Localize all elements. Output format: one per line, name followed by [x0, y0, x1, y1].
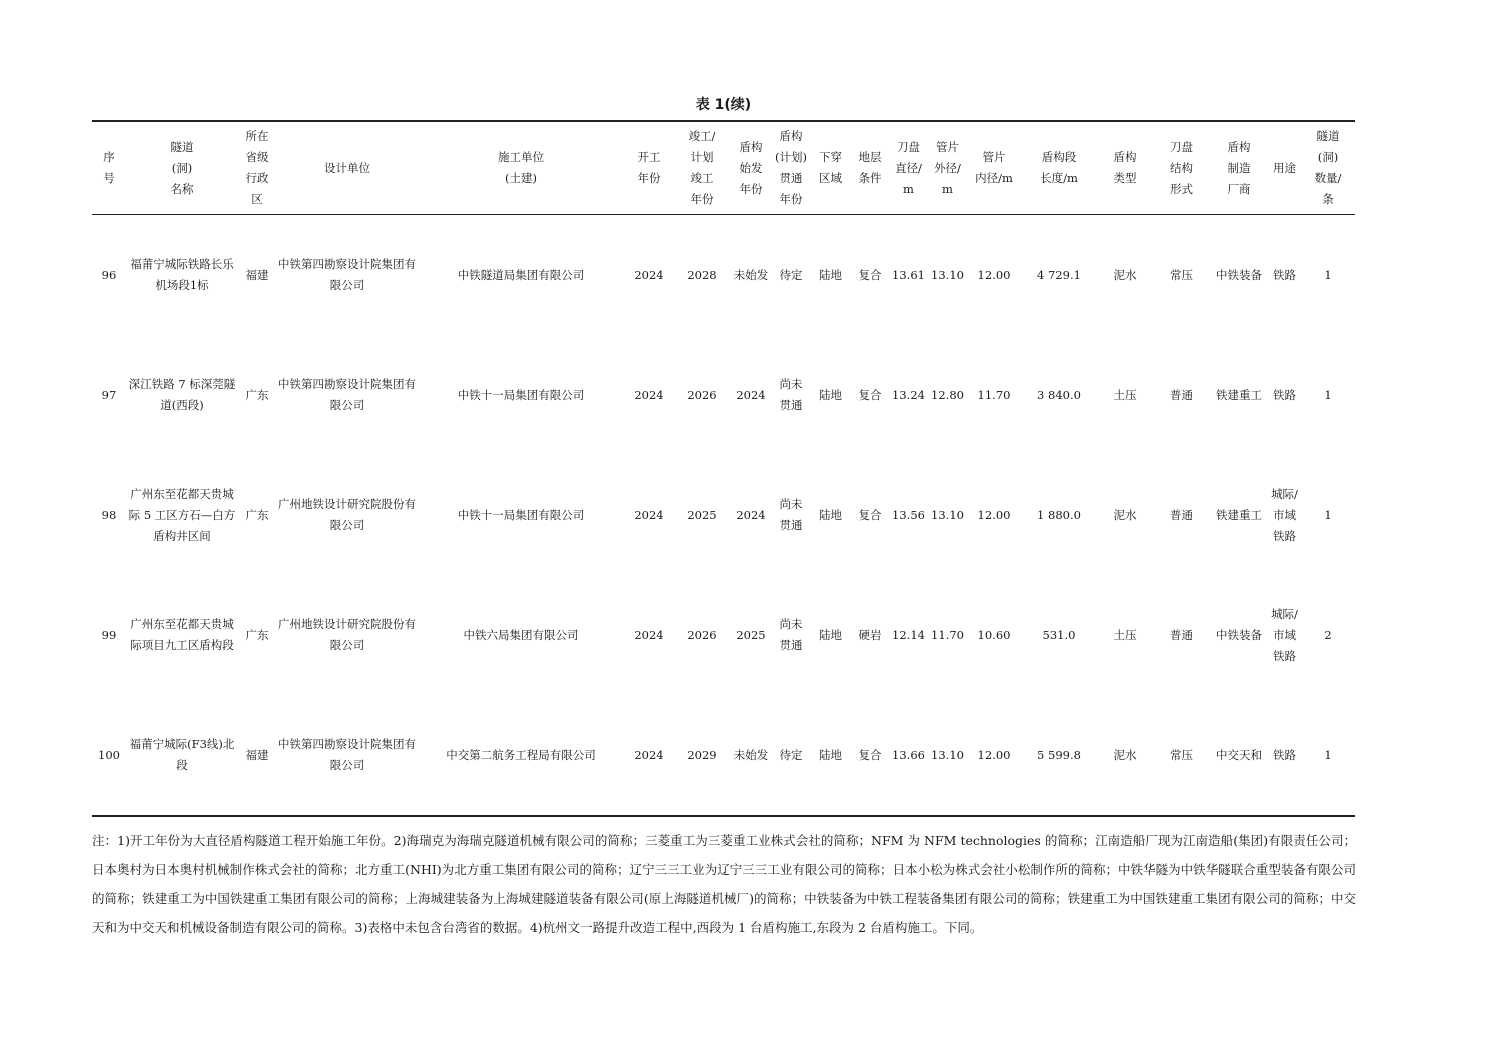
table-cell: 广州东至花都天贵城际 5 工区方石—白方盾构井区间: [128, 486, 236, 543]
table-cell: 普通: [1170, 627, 1193, 642]
table-cell: 广东: [245, 627, 269, 642]
table-cell: 铁路: [1273, 267, 1296, 282]
table-cell: 96: [101, 267, 117, 282]
table-header-row: [92, 121, 1355, 215]
table-cell: 广东: [245, 387, 269, 402]
table-cell: 13.10: [928, 695, 967, 816]
table-cell: 2029: [674, 695, 730, 816]
table-cell: 尚未贯通: [779, 617, 803, 652]
table-notes: 注：1)开工年份为大直径盾构隧道工程开始施工年份。2)海瑞克为海瑞克隧道机械有限公司的简称；三菱重工为三菱重工业株式会社的简称；NFM 为 NFM technologies 的简称；江南造船厂现为江南造船(集团)有限责任公司；日本奥村为日本奥村机械制作株式会社的简称；北方重工(NHI)为北方重工集团有限公司的简称；辽宁三三工业为辽宁三三工业有限公司的简称；日本小松为株式会社小松制作所的简称；中铁华隧为中铁华隧联合重型装备有限公司的简称；铁建重工为中国铁建重工集团有限公司的简称；上海城建装备为上海城建隧道装备有限公司(原上海隧道机械厂)的简称；中铁装备为中铁工程装备集团有限公司的简称；铁建重工为中国铁建重工集团有限公司的简称；中交天和为中交天和机械设备制造有限公司的简称。3)表格中未包含台湾省的数据。4)杭州文一路提升改造工程中,西段为 1 台盾构施工,东段为 2 台盾构施工。下同。: [92, 833, 1356, 935]
column-header: 盾构 (计划) 贯通 年份: [772, 121, 810, 215]
table-cell: 中铁第四勘察设计院集团有限公司: [278, 257, 416, 292]
table-cell: 10.60: [977, 627, 1011, 642]
table-cell: 铁建重工: [1216, 507, 1262, 522]
table-cell: 普通: [1170, 507, 1193, 522]
table-cell: 12.00: [967, 695, 1021, 816]
column-header: 竣工/ 计划 竣工 年份: [674, 121, 730, 215]
table-cell: 中铁隧道局集团有限公司: [457, 267, 585, 282]
table-cell: 2024: [634, 507, 664, 522]
column-header: 管片 外径/ m: [928, 121, 967, 215]
table-cell: 陆地: [819, 267, 842, 282]
table-cell: 1: [1301, 695, 1355, 816]
table-cell: 中铁十一局集团有限公司: [457, 387, 585, 402]
table-cell: 13.10: [931, 267, 964, 282]
table-cell: 13.61: [892, 267, 925, 282]
table-cell: 2024: [634, 627, 664, 642]
table-cell: 陆地: [810, 695, 851, 816]
tunnel-table: [92, 120, 1355, 817]
table-cell: 1: [1324, 267, 1332, 282]
table-cell: 3 840.0: [1037, 387, 1081, 402]
table-cell: 13.56: [892, 507, 925, 522]
table-cell: 土压: [1113, 387, 1137, 402]
table-cell: 2025: [736, 627, 766, 642]
table-cell: 尚未贯通: [779, 497, 803, 532]
table-cell: 中交第二航务工程局有限公司: [418, 695, 624, 816]
table-cell: 常压: [1170, 267, 1193, 282]
table-cell: 广州地铁设计研究院股份有限公司: [278, 617, 416, 652]
table-cell: 未始发: [733, 267, 769, 282]
table-cell: 广州地铁设计研究院股份有限公司: [278, 497, 416, 532]
table-cell: 普通: [1170, 387, 1193, 402]
table-cell: 待定: [779, 267, 803, 282]
column-header: 盾构 制造 厂商: [1210, 121, 1268, 215]
table-cell: 广东: [245, 507, 269, 522]
table-cell: 13.10: [931, 507, 964, 522]
table-cell: 1 880.0: [1037, 507, 1081, 522]
table-row: [92, 335, 1355, 455]
table-cell: 4 729.1: [1037, 267, 1081, 282]
table-cell: 11.70: [977, 387, 1011, 402]
table-cell: 2026: [687, 627, 717, 642]
table-cell: 中铁十一局集团有限公司: [457, 507, 585, 522]
table-cell: 2024: [634, 387, 664, 402]
table-cell: 深江铁路 7 标深莞隧道(西段): [128, 377, 236, 412]
table-cell: 陆地: [819, 387, 842, 402]
table-cell: 99: [101, 627, 117, 642]
table-row: [92, 695, 1355, 816]
table-cell: 1: [1324, 387, 1332, 402]
table-caption: 表 1(续): [695, 97, 752, 113]
table-cell: 2024: [634, 267, 664, 282]
table-cell: 城际/市域铁路: [1271, 486, 1298, 543]
table-cell: 复合: [858, 267, 882, 282]
table-cell: 泥水: [1097, 695, 1153, 816]
table-cell: 复合: [858, 507, 882, 522]
column-header: 设计单位: [276, 121, 418, 215]
table-cell: 2028: [687, 267, 717, 282]
table-cell: 531.0: [1042, 627, 1076, 642]
column-header: 施工单位 (土建): [418, 121, 624, 215]
column-header: 盾构 始发 年份: [730, 121, 772, 215]
table-cell: 尚未贯通: [779, 377, 803, 412]
table-cell: 12.80: [931, 387, 964, 402]
table-cell: 泥水: [1113, 267, 1137, 282]
table-cell: 陆地: [819, 507, 842, 522]
table-cell: 2024: [736, 387, 766, 402]
table-cell: 复合: [851, 695, 889, 816]
table-cell: 福建: [245, 267, 269, 282]
table-cell: 泥水: [1113, 507, 1137, 522]
table-cell: 福建: [238, 695, 276, 816]
column-header: 序 号: [92, 121, 126, 215]
table-row: [92, 215, 1355, 336]
table-cell: 福莆宁城际(F3线)北段: [126, 695, 238, 816]
column-header: 刀盘 结构 形式: [1153, 121, 1210, 215]
column-header: 隧道 (洞) 数量/ 条: [1301, 121, 1355, 215]
column-header: 隧道 (洞) 名称: [126, 121, 238, 215]
table-cell: 中交天和: [1210, 695, 1268, 816]
column-header: 盾构段 长度/m: [1021, 121, 1097, 215]
column-header: 下穿 区域: [810, 121, 851, 215]
table-cell: 97: [101, 387, 117, 402]
table-cell: 土压: [1113, 627, 1137, 642]
table-cell: 铁路: [1273, 387, 1296, 402]
table-cell: 100: [92, 695, 126, 816]
table-cell: 2024: [736, 507, 766, 522]
table-cell: 中铁第四勘察设计院集团有限公司: [278, 377, 416, 412]
table-row: [92, 455, 1355, 575]
table-cell: 硬岩: [858, 627, 882, 642]
table-cell: 陆地: [819, 627, 842, 642]
column-header: 地层 条件: [851, 121, 889, 215]
column-header: 用途: [1268, 121, 1301, 215]
table-cell: 复合: [858, 387, 882, 402]
table-body: [92, 215, 1355, 817]
table-cell: 铁路: [1268, 695, 1301, 816]
table-cell: 2: [1324, 627, 1332, 642]
table-cell: 11.70: [931, 627, 964, 642]
table-cell: 12.00: [977, 267, 1011, 282]
table-cell: 1: [1324, 507, 1332, 522]
table-cell: 2024: [624, 695, 674, 816]
table-cell: 常压: [1153, 695, 1210, 816]
column-header: 所在 省级 行政 区: [238, 121, 276, 215]
column-header: 管片 内径/m: [967, 121, 1021, 215]
table-cell: 2025: [687, 507, 717, 522]
column-header: 开工 年份: [624, 121, 674, 215]
column-header: 刀盘 直径/ m: [889, 121, 928, 215]
table-cell: 中铁六局集团有限公司: [463, 627, 579, 642]
table-row: [92, 575, 1355, 695]
table-cell: 12.00: [977, 507, 1011, 522]
table-cell: 12.14: [892, 627, 925, 642]
table-cell: 中铁装备: [1216, 267, 1262, 282]
table-cell: 98: [101, 507, 117, 522]
table-cell: 2026: [687, 387, 717, 402]
table-cell: 福莆宁城际铁路长乐机场段1标: [130, 257, 234, 292]
table-cell: 13.66: [889, 695, 928, 816]
table-cell: 中铁装备: [1216, 627, 1262, 642]
table-cell: 铁建重工: [1216, 387, 1262, 402]
table-cell: 未始发: [730, 695, 772, 816]
table-cell: 广州东至花都天贵城际项目九工区盾构段: [130, 617, 234, 652]
table-cell: 5 599.8: [1021, 695, 1097, 816]
table-cell: 待定: [772, 695, 810, 816]
column-header: 盾构 类型: [1097, 121, 1153, 215]
table-cell: 城际/市域铁路: [1271, 606, 1298, 663]
table-cell: 13.24: [892, 387, 925, 402]
table-cell: 中铁第四勘察设计院集团有限公司: [276, 695, 418, 816]
